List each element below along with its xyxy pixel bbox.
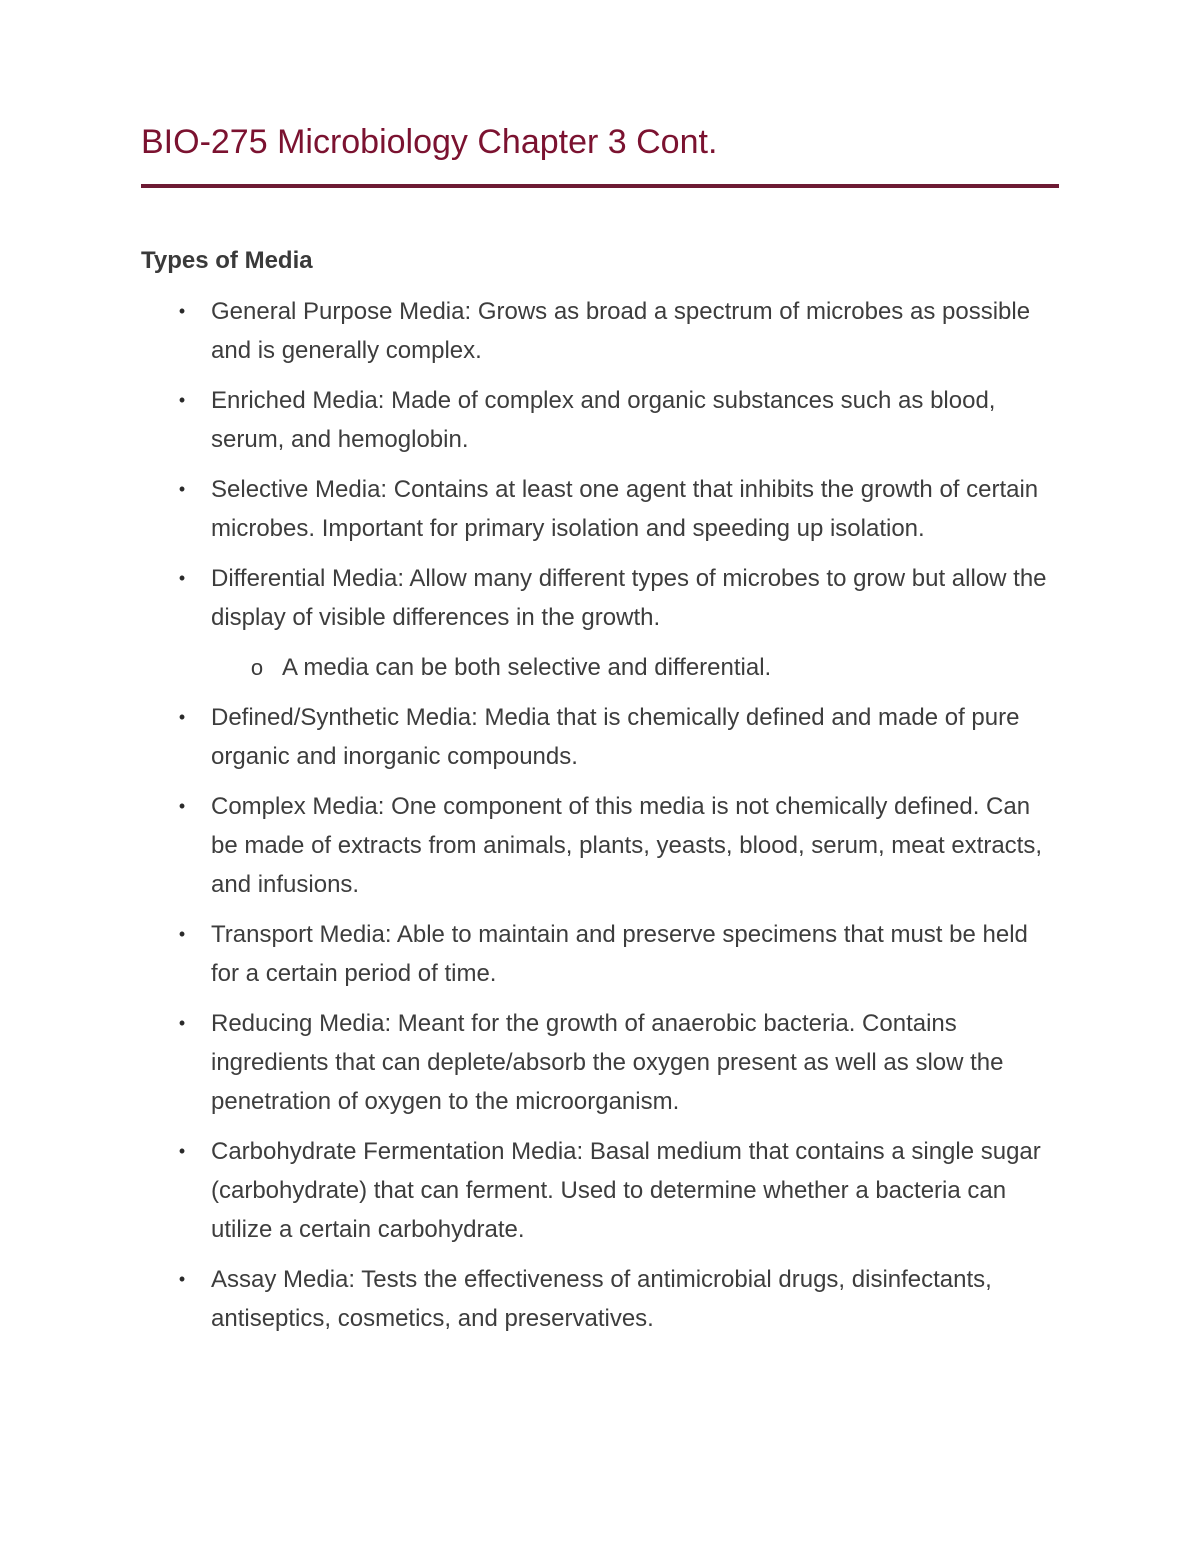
bullet-icon: • [178, 568, 186, 588]
hollow-bullet-icon: o [250, 655, 264, 680]
list-item-carbohydrate-fermentation [0, 1132, 1061, 1249]
list-item-text: Reducing Media: Meant for the growth of anaerobic bacteria. Contains ingredients that can deplete/absorb the oxygen present as well as slow the penetration of oxygen to the microorganism. [211, 1010, 1004, 1115]
list-item-text: Complex Media: One component of this media is not chemically defined. Can be made of extracts from animals, plants, yeasts, blood, serum, meat extracts, and infusions. [211, 793, 1043, 898]
bullet-icon: • [178, 1141, 186, 1161]
list-item-selective [0, 470, 1061, 548]
sub-list-item-text: A media can be both selective and differential. [282, 654, 772, 681]
list-item-defined-synthetic [0, 698, 1061, 776]
list-item-reducing [0, 1004, 1061, 1121]
list-item-text: General Purpose Media: Grows as broad a spectrum of microbes as possible and is generally complex. [211, 298, 1031, 364]
sub-list-item-selective-differential [0, 648, 1061, 687]
list-item-text: Carbohydrate Fermentation Media: Basal medium that contains a single sugar (carbohydrate) that can ferment. Used to determine whether a bacteria can utilize a certain carbohydrate. [211, 1138, 1041, 1243]
list-item-text: Enriched Media: Made of complex and organic substances such as blood, serum, and hemoglobin. [211, 387, 996, 453]
list-item-differential [0, 559, 1061, 637]
bullet-icon: • [178, 479, 186, 499]
media-types-list [0, 292, 1200, 1349]
list-item-transport [0, 915, 1061, 993]
list-item-enriched [0, 381, 1061, 459]
document-title: BIO-275 Microbiology Chapter 3 Cont. [141, 123, 718, 161]
section-heading: Types of Media [141, 247, 313, 274]
bullet-icon: • [178, 796, 186, 816]
list-item-general-purpose [0, 292, 1061, 370]
bullet-icon: • [178, 301, 186, 321]
bullet-icon: • [178, 707, 186, 727]
list-item-text: Defined/Synthetic Media: Media that is chemically defined and made of pure organic and inorganic compounds. [211, 704, 1020, 770]
list-item-text: Differential Media: Allow many different types of microbes to grow but allow the display of visible differences in the growth. [211, 565, 1047, 631]
list-item-text: Selective Media: Contains at least one agent that inhibits the growth of certain microbes. Important for primary isolation and speeding up isolation. [211, 476, 1039, 542]
bullet-icon: • [178, 390, 186, 410]
list-item-text: Assay Media: Tests the effectiveness of antimicrobial drugs, disinfectants, antiseptics, cosmetics, and preservatives. [211, 1266, 992, 1332]
bullet-icon: • [178, 924, 186, 944]
bullet-icon: • [178, 1013, 186, 1033]
bullet-icon: • [178, 1269, 186, 1289]
title-divider [141, 184, 1059, 188]
list-item-text: Transport Media: Able to maintain and preserve specimens that must be held for a certain period of time. [211, 921, 1028, 987]
list-item-complex [0, 787, 1061, 904]
list-item-assay [0, 1260, 1061, 1338]
